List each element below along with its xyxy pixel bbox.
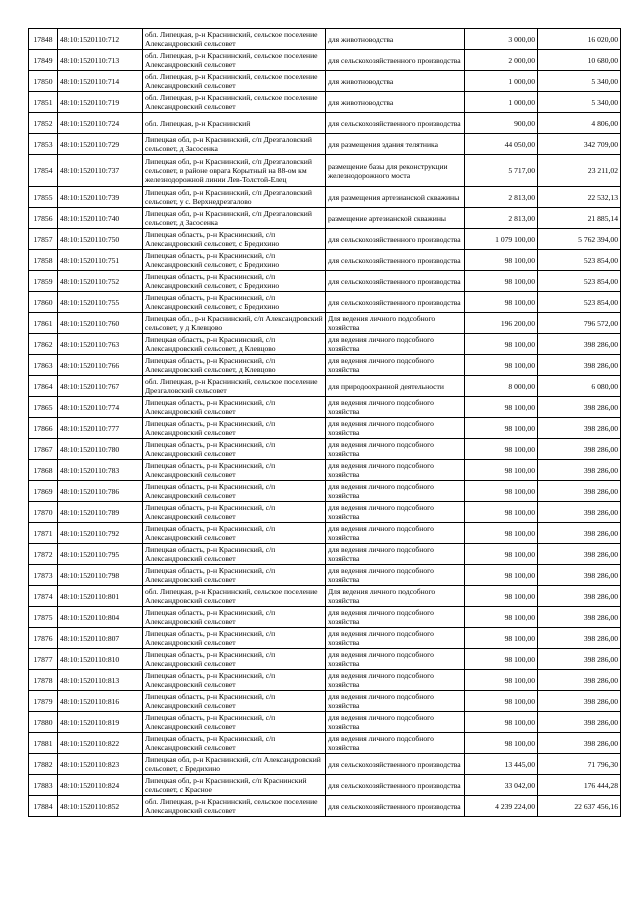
address-cell: обл. Липецкая, р-н Краснинский, сельское поселение Александровский сельсовет <box>143 92 326 113</box>
table-row <box>29 523 621 544</box>
area-cell: 98 100,00 <box>465 649 538 670</box>
table-row <box>29 502 621 523</box>
row-number-cell: 17870 <box>29 502 58 523</box>
cadastral-number-cell: 48:10:1520110:777 <box>58 418 143 439</box>
cadastral-number-cell: 48:10:1520110:824 <box>58 775 143 796</box>
table-row <box>29 376 621 397</box>
cadastral-number-cell: 48:10:1520110:852 <box>58 796 143 817</box>
permitted-use-cell: для животноводства <box>326 92 465 113</box>
row-number-cell: 17850 <box>29 71 58 92</box>
permitted-use-cell: для сельскохозяйственного производства <box>326 754 465 775</box>
table-row <box>29 460 621 481</box>
address-cell: обл. Липецкая, р-н Краснинский, сельское поселение Александровский сельсовет <box>143 71 326 92</box>
area-cell: 2 000,00 <box>465 50 538 71</box>
row-number-cell: 17869 <box>29 481 58 502</box>
area-cell: 33 042,00 <box>465 775 538 796</box>
table-row <box>29 670 621 691</box>
area-cell: 98 100,00 <box>465 250 538 271</box>
area-cell: 98 100,00 <box>465 460 538 481</box>
cadastral-number-cell: 48:10:1520110:713 <box>58 50 143 71</box>
row-number-cell: 17849 <box>29 50 58 71</box>
row-number-cell: 17876 <box>29 628 58 649</box>
area-cell: 98 100,00 <box>465 565 538 586</box>
cadastral-number-cell: 48:10:1520110:719 <box>58 92 143 113</box>
area-cell: 98 100,00 <box>465 691 538 712</box>
area-cell: 98 100,00 <box>465 712 538 733</box>
row-number-cell: 17880 <box>29 712 58 733</box>
cadastral-value-cell: 398 286,00 <box>538 544 621 565</box>
cadastral-number-cell: 48:10:1520110:774 <box>58 397 143 418</box>
cadastral-number-cell: 48:10:1520110:810 <box>58 649 143 670</box>
address-cell: обл. Липецкая, р-н Краснинский, сельское поселение Александровский сельсовет <box>143 586 326 607</box>
area-cell: 4 239 224,00 <box>465 796 538 817</box>
cadastral-number-cell: 48:10:1520110:760 <box>58 313 143 334</box>
table-row <box>29 50 621 71</box>
cadastral-value-cell: 6 080,00 <box>538 376 621 397</box>
permitted-use-cell: для ведения личного подсобного хозяйства <box>326 670 465 691</box>
area-cell: 1 000,00 <box>465 71 538 92</box>
address-cell: обл. Липецкая, р-н Краснинский <box>143 113 326 134</box>
cadastral-value-cell: 398 286,00 <box>538 439 621 460</box>
cadastral-number-cell: 48:10:1520110:780 <box>58 439 143 460</box>
cadastral-value-cell: 398 286,00 <box>538 712 621 733</box>
cadastral-value-cell: 71 796,30 <box>538 754 621 775</box>
table-row <box>29 334 621 355</box>
area-cell: 8 000,00 <box>465 376 538 397</box>
cadastral-number-cell: 48:10:1520110:737 <box>58 155 143 187</box>
permitted-use-cell: размещение артезианской скважины <box>326 208 465 229</box>
cadastral-value-cell: 176 444,28 <box>538 775 621 796</box>
address-cell: обл. Липецкая, р-н Краснинский, сельское поселение Александровский сельсовет <box>143 796 326 817</box>
cadastral-value-cell: 398 286,00 <box>538 418 621 439</box>
row-number-cell: 17848 <box>29 29 58 50</box>
table-row <box>29 71 621 92</box>
table-row <box>29 292 621 313</box>
row-number-cell: 17875 <box>29 607 58 628</box>
address-cell: Липецкая область, р-н Краснинский, с/п Александровский сельсовет, д Клевцово <box>143 355 326 376</box>
permitted-use-cell: для природоохранной деятельности <box>326 376 465 397</box>
address-cell: Липецкая область, р-н Краснинский, с/п Александровский сельсовет <box>143 628 326 649</box>
cadastral-value-cell: 5 340,00 <box>538 92 621 113</box>
cadastral-number-cell: 48:10:1520110:766 <box>58 355 143 376</box>
permitted-use-cell: для сельскохозяйственного производства <box>326 271 465 292</box>
table-row <box>29 134 621 155</box>
cadastral-value-cell: 16 020,00 <box>538 29 621 50</box>
permitted-use-cell: для животноводства <box>326 29 465 50</box>
row-number-cell: 17864 <box>29 376 58 397</box>
cadastral-number-cell: 48:10:1520110:792 <box>58 523 143 544</box>
address-cell: Липецкая область, р-н Краснинский, с/п Александровский сельсовет <box>143 481 326 502</box>
area-cell: 900,00 <box>465 113 538 134</box>
cadastral-number-cell: 48:10:1520110:795 <box>58 544 143 565</box>
cadastral-number-cell: 48:10:1520110:763 <box>58 334 143 355</box>
address-cell: Липецкая обл, р-н Краснинский, с/п Дрезгаловский сельсовет, в районе оврага Корытный на 88-ом км железнодорожной линии Лев-Толстой-Елец <box>143 155 326 187</box>
permitted-use-cell: для ведения личного подсобного хозяйства <box>326 523 465 544</box>
address-cell: Липецкая область, р-н Краснинский, с/п Александровский сельсовет <box>143 565 326 586</box>
table-row <box>29 649 621 670</box>
permitted-use-cell: для ведения личного подсобного хозяйства <box>326 649 465 670</box>
cadastral-value-cell: 398 286,00 <box>538 628 621 649</box>
area-cell: 1 079 100,00 <box>465 229 538 250</box>
table-row <box>29 607 621 628</box>
address-cell: Липецкая обл, р-н Краснинский, с/п Дрезгаловский сельсовет, у с. Верхнедрезгалово <box>143 187 326 208</box>
area-cell: 98 100,00 <box>465 418 538 439</box>
cadastral-number-cell: 48:10:1520110:804 <box>58 607 143 628</box>
area-cell: 196 200,00 <box>465 313 538 334</box>
area-cell: 13 445,00 <box>465 754 538 775</box>
table-row <box>29 439 621 460</box>
permitted-use-cell: для размещения здания телятника <box>326 134 465 155</box>
row-number-cell: 17860 <box>29 292 58 313</box>
cadastral-value-cell: 398 286,00 <box>538 670 621 691</box>
row-number-cell: 17877 <box>29 649 58 670</box>
area-cell: 98 100,00 <box>465 733 538 754</box>
cadastral-value-cell: 398 286,00 <box>538 355 621 376</box>
address-cell: Липецкая область, р-н Краснинский, с/п Александровский сельсовет <box>143 670 326 691</box>
row-number-cell: 17884 <box>29 796 58 817</box>
cadastral-number-cell: 48:10:1520110:783 <box>58 460 143 481</box>
area-cell: 98 100,00 <box>465 502 538 523</box>
cadastral-value-cell: 22 532,13 <box>538 187 621 208</box>
cadastral-number-cell: 48:10:1520110:755 <box>58 292 143 313</box>
table-row <box>29 113 621 134</box>
permitted-use-cell: для ведения личного подсобного хозяйства <box>326 481 465 502</box>
cadastral-number-cell: 48:10:1520110:751 <box>58 250 143 271</box>
area-cell: 98 100,00 <box>465 523 538 544</box>
area-cell: 98 100,00 <box>465 607 538 628</box>
table-row <box>29 250 621 271</box>
cadastral-number-cell: 48:10:1520110:729 <box>58 134 143 155</box>
permitted-use-cell: для ведения личного подсобного хозяйства <box>326 565 465 586</box>
area-cell: 98 100,00 <box>465 439 538 460</box>
permitted-use-cell: для размещения артезианской скважины <box>326 187 465 208</box>
area-cell: 3 000,00 <box>465 29 538 50</box>
area-cell: 1 000,00 <box>465 92 538 113</box>
cadastral-number-cell: 48:10:1520110:813 <box>58 670 143 691</box>
area-cell: 2 813,00 <box>465 208 538 229</box>
cadastral-value-cell: 398 286,00 <box>538 691 621 712</box>
permitted-use-cell: для ведения личного подсобного хозяйства <box>326 334 465 355</box>
cadastral-number-cell: 48:10:1520110:798 <box>58 565 143 586</box>
address-cell: Липецкая область, р-н Краснинский, с/п Александровский сельсовет <box>143 691 326 712</box>
cadastral-number-cell: 48:10:1520110:767 <box>58 376 143 397</box>
address-cell: Липецкая область, р-н Краснинский, с/п Александровский сельсовет <box>143 607 326 628</box>
cadastral-value-cell: 5 340,00 <box>538 71 621 92</box>
cadastral-number-cell: 48:10:1520110:823 <box>58 754 143 775</box>
row-number-cell: 17868 <box>29 460 58 481</box>
row-number-cell: 17858 <box>29 250 58 271</box>
permitted-use-cell: Для ведения личного подсобного хозяйства <box>326 586 465 607</box>
cadastral-value-cell: 523 854,00 <box>538 271 621 292</box>
permitted-use-cell: для сельскохозяйственного производства <box>326 113 465 134</box>
cadastral-value-cell: 21 885,14 <box>538 208 621 229</box>
permitted-use-cell: для ведения личного подсобного хозяйства <box>326 439 465 460</box>
area-cell: 98 100,00 <box>465 271 538 292</box>
permitted-use-cell: для сельскохозяйственного производства <box>326 796 465 817</box>
address-cell: Липецкая область, р-н Краснинский, с/п Александровский сельсовет <box>143 733 326 754</box>
address-cell: Липецкая область, р-н Краснинский, с/п Александровский сельсовет, с Бредихино <box>143 229 326 250</box>
table-row <box>29 628 621 649</box>
row-number-cell: 17879 <box>29 691 58 712</box>
address-cell: Липецкая область, р-н Краснинский, с/п Александровский сельсовет <box>143 649 326 670</box>
cadastral-value-cell: 23 211,02 <box>538 155 621 187</box>
table-row <box>29 229 621 250</box>
row-number-cell: 17873 <box>29 565 58 586</box>
row-number-cell: 17881 <box>29 733 58 754</box>
permitted-use-cell: для сельскохозяйственного производства <box>326 292 465 313</box>
row-number-cell: 17855 <box>29 187 58 208</box>
cadastral-number-cell: 48:10:1520110:807 <box>58 628 143 649</box>
address-cell: Липецкая область, р-н Краснинский, с/п Александровский сельсовет <box>143 418 326 439</box>
row-number-cell: 17853 <box>29 134 58 155</box>
table-row <box>29 29 621 50</box>
cadastral-value-cell: 523 854,00 <box>538 292 621 313</box>
cadastral-value-cell: 398 286,00 <box>538 733 621 754</box>
cadastral-number-cell: 48:10:1520110:712 <box>58 29 143 50</box>
cadastral-value-cell: 398 286,00 <box>538 397 621 418</box>
address-cell: Липецкая область, р-н Краснинский, с/п Александровский сельсовет, д Клевцово <box>143 334 326 355</box>
area-cell: 98 100,00 <box>465 544 538 565</box>
row-number-cell: 17874 <box>29 586 58 607</box>
address-cell: Липецкая обл, р-н Краснинский, с/п Дрезгаловский сельсовет, д Засосенка <box>143 134 326 155</box>
cadastral-value-cell: 398 286,00 <box>538 565 621 586</box>
permitted-use-cell: для ведения личного подсобного хозяйства <box>326 733 465 754</box>
address-cell: обл. Липецкая, р-н Краснинский, сельское поселение Александровский сельсовет <box>143 29 326 50</box>
cadastral-number-cell: 48:10:1520110:786 <box>58 481 143 502</box>
cadastral-value-cell: 796 572,00 <box>538 313 621 334</box>
permitted-use-cell: для сельскохозяйственного производства <box>326 229 465 250</box>
area-cell: 98 100,00 <box>465 670 538 691</box>
address-cell: Липецкая область, р-н Краснинский, с/п Александровский сельсовет <box>143 460 326 481</box>
table-row <box>29 271 621 292</box>
address-cell: Липецкая область, р-н Краснинский, с/п Александровский сельсовет <box>143 523 326 544</box>
cadastral-number-cell: 48:10:1520110:816 <box>58 691 143 712</box>
table-row <box>29 565 621 586</box>
row-number-cell: 17862 <box>29 334 58 355</box>
row-number-cell: 17861 <box>29 313 58 334</box>
permitted-use-cell: для ведения личного подсобного хозяйства <box>326 502 465 523</box>
address-cell: Липецкая область, р-н Краснинский, с/п Александровский сельсовет, с Бредихино <box>143 250 326 271</box>
permitted-use-cell: для ведения личного подсобного хозяйства <box>326 544 465 565</box>
cadastral-number-cell: 48:10:1520110:750 <box>58 229 143 250</box>
area-cell: 98 100,00 <box>465 355 538 376</box>
row-number-cell: 17866 <box>29 418 58 439</box>
permitted-use-cell: для сельскохозяйственного производства <box>326 775 465 796</box>
address-cell: Липецкая область, р-н Краснинский, с/п Александровский сельсовет <box>143 397 326 418</box>
area-cell: 98 100,00 <box>465 334 538 355</box>
table-row <box>29 754 621 775</box>
table-row <box>29 397 621 418</box>
row-number-cell: 17856 <box>29 208 58 229</box>
area-cell: 44 050,00 <box>465 134 538 155</box>
cadastral-value-cell: 398 286,00 <box>538 481 621 502</box>
address-cell: обл. Липецкая, р-н Краснинский, сельское поселение Александровский сельсовет <box>143 50 326 71</box>
address-cell: обл. Липецкая, р-н Краснинский, сельское поселение Дрезгаловский сельсовет <box>143 376 326 397</box>
cadastral-value-cell: 398 286,00 <box>538 586 621 607</box>
row-number-cell: 17871 <box>29 523 58 544</box>
table-row <box>29 796 621 817</box>
cadastral-value-cell: 523 854,00 <box>538 250 621 271</box>
cadastral-value-cell: 10 680,00 <box>538 50 621 71</box>
row-number-cell: 17857 <box>29 229 58 250</box>
permitted-use-cell: размещение базы для реконструкции железнодорожного моста <box>326 155 465 187</box>
cadastral-number-cell: 48:10:1520110:819 <box>58 712 143 733</box>
table-row <box>29 481 621 502</box>
address-cell: Липецкая область, р-н Краснинский, с/п Александровский сельсовет, с Бредихино <box>143 292 326 313</box>
permitted-use-cell: для ведения личного подсобного хозяйства <box>326 460 465 481</box>
permitted-use-cell: для ведения личного подсобного хозяйства <box>326 628 465 649</box>
area-cell: 98 100,00 <box>465 481 538 502</box>
address-cell: Липецкая область, р-н Краснинский, с/п Александровский сельсовет <box>143 439 326 460</box>
address-cell: Липецкая обл., р-н Краснинский, с/п Александровский сельсовет, у д Клевцово <box>143 313 326 334</box>
permitted-use-cell: для сельскохозяйственного производства <box>326 50 465 71</box>
cadastral-value-cell: 398 286,00 <box>538 502 621 523</box>
cadastral-number-cell: 48:10:1520110:724 <box>58 113 143 134</box>
address-cell: Липецкая область, р-н Краснинский, с/п Александровский сельсовет <box>143 544 326 565</box>
address-cell: Липецкая область, р-н Краснинский, с/п Александровский сельсовет, с Бредихино <box>143 271 326 292</box>
cadastral-number-cell: 48:10:1520110:714 <box>58 71 143 92</box>
area-cell: 98 100,00 <box>465 397 538 418</box>
cadastral-value-cell: 398 286,00 <box>538 523 621 544</box>
cadastral-value-cell: 398 286,00 <box>538 649 621 670</box>
land-registry-table <box>28 28 621 817</box>
row-number-cell: 17852 <box>29 113 58 134</box>
area-cell: 98 100,00 <box>465 586 538 607</box>
area-cell: 2 813,00 <box>465 187 538 208</box>
address-cell: Липецкая обл, р-н Краснинский, с/п Краснинский сельсовет, с Красное <box>143 775 326 796</box>
row-number-cell: 17882 <box>29 754 58 775</box>
cadastral-value-cell: 398 286,00 <box>538 334 621 355</box>
permitted-use-cell: для ведения личного подсобного хозяйства <box>326 418 465 439</box>
area-cell: 98 100,00 <box>465 628 538 649</box>
table-row <box>29 355 621 376</box>
table-row <box>29 155 621 187</box>
row-number-cell: 17872 <box>29 544 58 565</box>
table-row <box>29 775 621 796</box>
table-row <box>29 313 621 334</box>
address-cell: Липецкая обл, р-н Краснинский, с/п Дрезгаловский сельсовет, д Засосенка <box>143 208 326 229</box>
cadastral-value-cell: 398 286,00 <box>538 460 621 481</box>
row-number-cell: 17851 <box>29 92 58 113</box>
table-row <box>29 712 621 733</box>
cadastral-value-cell: 5 762 394,00 <box>538 229 621 250</box>
land-registry-table-body <box>29 29 621 817</box>
permitted-use-cell: для животноводства <box>326 71 465 92</box>
row-number-cell: 17859 <box>29 271 58 292</box>
permitted-use-cell: для ведения личного подсобного хозяйства <box>326 691 465 712</box>
permitted-use-cell: для ведения личного подсобного хозяйства <box>326 712 465 733</box>
table-row <box>29 691 621 712</box>
cadastral-value-cell: 22 637 456,16 <box>538 796 621 817</box>
cadastral-number-cell: 48:10:1520110:789 <box>58 502 143 523</box>
cadastral-value-cell: 342 709,00 <box>538 134 621 155</box>
table-row <box>29 187 621 208</box>
row-number-cell: 17883 <box>29 775 58 796</box>
table-row <box>29 208 621 229</box>
permitted-use-cell: для сельскохозяйственного производства <box>326 250 465 271</box>
table-row <box>29 544 621 565</box>
row-number-cell: 17863 <box>29 355 58 376</box>
row-number-cell: 17854 <box>29 155 58 187</box>
cadastral-value-cell: 4 806,00 <box>538 113 621 134</box>
table-row <box>29 733 621 754</box>
cadastral-number-cell: 48:10:1520110:740 <box>58 208 143 229</box>
table-row <box>29 92 621 113</box>
row-number-cell: 17865 <box>29 397 58 418</box>
table-row <box>29 586 621 607</box>
area-cell: 5 717,00 <box>465 155 538 187</box>
row-number-cell: 17867 <box>29 439 58 460</box>
cadastral-number-cell: 48:10:1520110:739 <box>58 187 143 208</box>
address-cell: Липецкая область, р-н Краснинский, с/п Александровский сельсовет <box>143 502 326 523</box>
permitted-use-cell: для ведения личного подсобного хозяйства <box>326 355 465 376</box>
address-cell: Липецкая обл, р-н Краснинский, с/п Александровский сельсовет, с Бредихино <box>143 754 326 775</box>
table-row <box>29 418 621 439</box>
permitted-use-cell: для ведения личного подсобного хозяйства <box>326 397 465 418</box>
area-cell: 98 100,00 <box>465 292 538 313</box>
address-cell: Липецкая область, р-н Краснинский, с/п Александровский сельсовет <box>143 712 326 733</box>
cadastral-number-cell: 48:10:1520110:822 <box>58 733 143 754</box>
cadastral-value-cell: 398 286,00 <box>538 607 621 628</box>
permitted-use-cell: Для ведения личного подсобного хозяйства <box>326 313 465 334</box>
cadastral-number-cell: 48:10:1520110:752 <box>58 271 143 292</box>
row-number-cell: 17878 <box>29 670 58 691</box>
permitted-use-cell: для ведения личного подсобного хозяйства <box>326 607 465 628</box>
cadastral-number-cell: 48:10:1520110:801 <box>58 586 143 607</box>
